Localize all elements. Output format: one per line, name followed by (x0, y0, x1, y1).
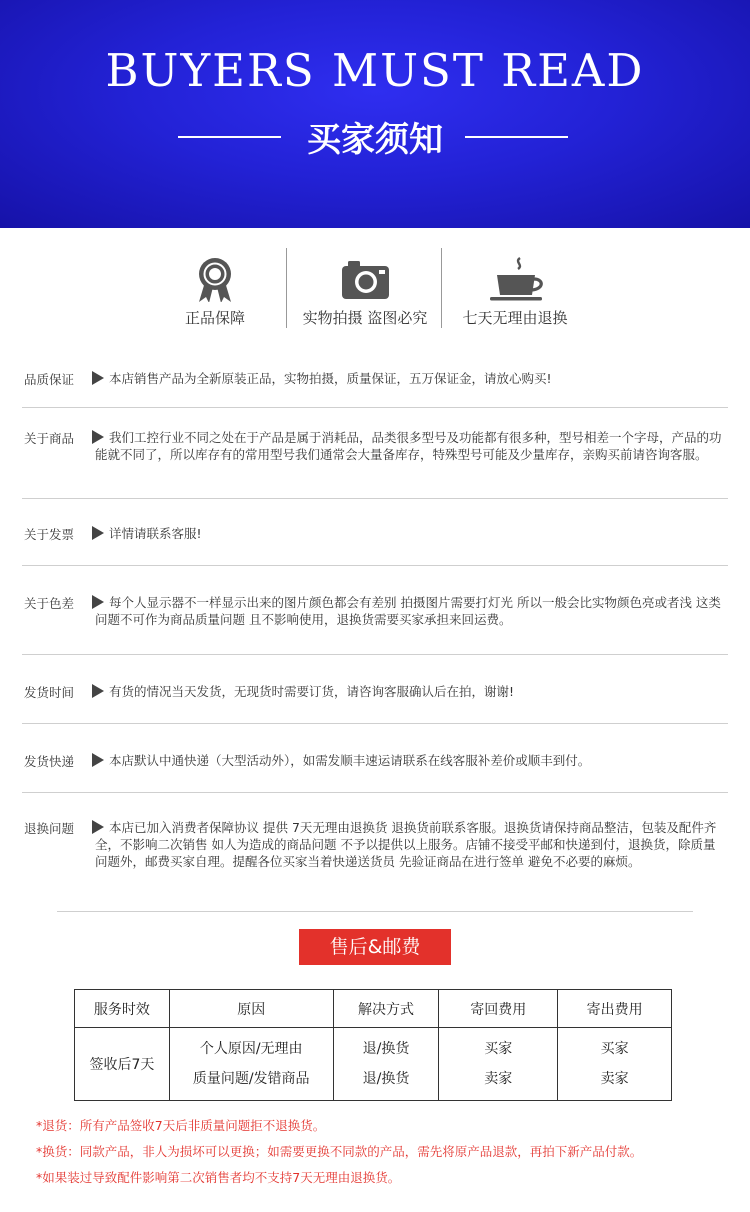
note-exchange: *换货：同款产品，非人为损坏可以更换；如需要更换不同款的产品，需先将原产品退款，再拍下新产品付款。 (36, 1144, 643, 1159)
section-label: 品质保证 (24, 372, 75, 387)
table-header-cell: 原因 (169, 990, 333, 1028)
feature-genuine (165, 250, 265, 330)
feature-real-photo (290, 250, 440, 330)
solution-value: 退/换货 (362, 1071, 410, 1087)
table-row (75, 1028, 672, 1101)
reason-value: 质量问题/发错商品 (192, 1071, 310, 1087)
section-label: 发货时间 (24, 685, 75, 700)
feature-seven-day-return (450, 250, 580, 330)
section-label: 关于色差 (24, 596, 75, 611)
send-fee-value: 卖家 (600, 1071, 629, 1087)
feature-seven-day-return-label: 七天无理由退换 (462, 309, 568, 327)
after-sales-shipping-title: 售后&邮费 (299, 929, 451, 965)
table-header-row (75, 990, 672, 1028)
divider (22, 565, 728, 566)
return-fee-cell (439, 1028, 558, 1101)
banner-subtitle: 买家须知 (307, 120, 443, 160)
divider (22, 498, 728, 499)
table-header-cell: 寄回费用 (439, 990, 558, 1028)
section-text: 我们工控行业不同之处在于产品是属于消耗品，品类很多型号及功能都有很多种，型号相差一个字母，产品的功能就不同了，所以库存有的常用型号我们通常会大量备库存，特殊型号可能及少量库存，亲购买前请咨询客服。 (95, 430, 722, 462)
feature-divider (441, 248, 442, 328)
section-text: 本店已加入消费者保障协议 提供 7天无理由退换货 退换货前联系客服。退换货请保持商品整洁，包装及配件齐全，不影响二次销售 如人为造成的商品问题 不予以提供以上服务。店铺不接受平邮和快递到付，退换货，除质量问题外，邮费买家自理。提醒各位买家当着快递送货员 先验证商品在进行签单 避免不必要的麻烦。 (95, 820, 717, 869)
section-label: 关于发票 (24, 527, 75, 542)
table-header-cell: 解决方式 (333, 990, 439, 1028)
send-fee-cell (558, 1028, 672, 1101)
feature-divider (286, 248, 287, 328)
solution-cell (333, 1028, 439, 1101)
table-header-cell: 寄出费用 (558, 990, 672, 1028)
section-text: 每个人显示器不一样显示出来的图片颜色都会有差别 拍摄图片需要打灯光 所以一般会比实物颜色亮或者浅 这类问题不可作为商品质量问题 且不影响使用，退换货需要买家承担来回运费。 (95, 595, 721, 627)
service-period-cell: 签收后7天 (75, 1028, 170, 1101)
section-label: 发货快递 (24, 754, 75, 769)
section-text: 详情请联系客服! (109, 526, 202, 541)
section-text: 本店默认中通快递（大型活动外），如需发顺丰速运请联系在线客服补差价或顺丰到付。 (109, 753, 591, 768)
section-label: 关于商品 (24, 431, 75, 446)
award-ribbon-icon (165, 256, 265, 302)
feature-genuine-label: 正品保障 (184, 309, 245, 327)
section-text: 本店销售产品为全新原装正品，实物拍摄，质量保证，五万保证金，请放心购买! (109, 371, 552, 386)
after-sales-table (74, 989, 672, 1101)
coffee-cup-icon (450, 256, 580, 302)
divider (22, 407, 728, 408)
feature-real-photo-label: 实物拍摄 盗图必究 (302, 309, 428, 327)
camera-icon (290, 256, 440, 302)
return-fee-value: 卖家 (484, 1071, 513, 1087)
table-header-cell: 服务时效 (75, 990, 170, 1028)
note-return: *退货：所有产品签收7天后非质量问题拒不退换货。 (36, 1118, 326, 1133)
section-text: 有货的情况当天发货，无现货时需要订货，请咨询客服确认后在拍，谢谢! (109, 684, 515, 699)
reason-value: 个人原因/无理由 (199, 1041, 303, 1057)
send-fee-value: 买家 (600, 1041, 629, 1057)
divider (22, 654, 728, 655)
banner-divider-right (465, 136, 568, 138)
return-fee-value: 买家 (484, 1041, 513, 1057)
note-accessories: *如果装过导致配件影响第二次销售者均不支持7天无理由退换货。 (36, 1170, 401, 1185)
section-label: 退换问题 (24, 821, 75, 836)
solution-value: 退/换货 (362, 1041, 410, 1057)
divider (22, 723, 728, 724)
divider (57, 911, 693, 912)
reason-cell (169, 1028, 333, 1101)
divider (22, 792, 728, 793)
header-banner (0, 0, 750, 228)
banner-title: BUYERS MUST READ (105, 44, 645, 97)
